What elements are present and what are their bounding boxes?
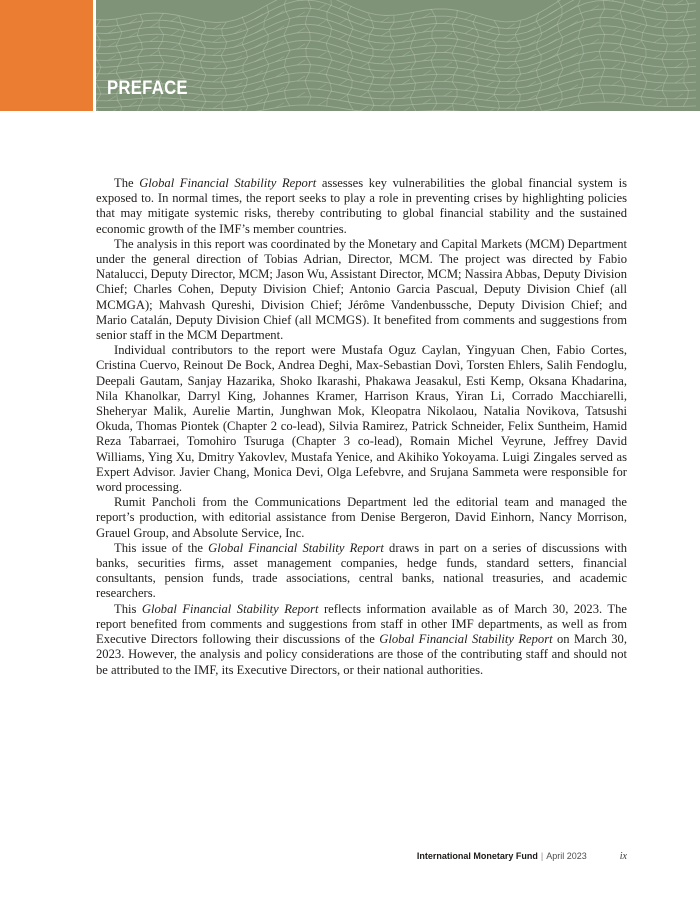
paragraph: This issue of the Global Financial Stability Report draws in part on a series of discussions with banks, securities firms, asset management companies, hedge funds, standard setters, financial consultants, pension funds, trade associations, central banks, national treasuries, and academic researchers. [96,540,627,601]
paragraph: Rumit Pancholi from the Communications Department led the editorial team and managed the report’s production, with editorial assistance from Denise Bergeron, David Einhorn, Nancy Morrison, Grauel Group, and Absolute Service, Inc. [96,495,627,540]
footer-separator: | [540,851,544,861]
preface-text [96,176,627,678]
paragraph: Individual contributors to the report were Mustafa Oguz Caylan, Yingyuan Chen, Fabio Cortes, Cristina Cuervo, Reinout De Bock, Andrea Deghi, Max-Sebastian Dovì, Torsten Ehlers, Salih Fendoglu, Deepali Gautam, Sanjay Hazarika, Shoko Ikarashi, Phakawa Jeasakul, Esti Kemp, Oksana Khadarina, Nila Khanolkar, Darryl King, Johannes Kramer, Harrison Kraus, Yiran Li, Corrado Macchiarelli, Sheheryar Malik, Aurelie Martin, Junghwan Mok, Kleopatra Nikolaou, Natalia Novikova, Tatsushi Okuda, Thomas Piontek (Chapter 2 co-lead), Silvia Ramirez, Patrick Schneider, Felix Suntheim, Hamid Reza Tabarraei, Tomohiro Tsuruga (Chapter 3 co-lead), Romain Michel Veyrune, Jeffrey David Williams, Ying Xu, Dmitry Yakovlev, Mustafa Yenice, and Akihiko Yokoyama. Luigi Zingales served as Expert Advisor. Javier Chang, Monica Devi, Olga Lefebvre, and Srujana Sammeta were responsible for word processing. [96,343,627,495]
cover-accent-block [0,0,93,111]
page-footer [417,851,627,862]
paragraph: The Global Financial Stability Report assesses key vulnerabilities the global financial system is exposed to. In normal times, the report seeks to play a role in preventing crises by highlighting policies that may mitigate systemic risks, thereby contributing to global financial stability and the sustained economic growth of the IMF’s member countries. [96,176,627,236]
paragraph: The analysis in this report was coordinated by the Monetary and Capital Markets (MCM) Department under the general direction of Tobias Adrian, Director, MCM. The project was directed by Fabio Natalucci, Deputy Director, MCM; Jason Wu, Assistant Director, MCM; Nassira Abbas, Deputy Division Chief; Charles Cohen, Deputy Division Chief; Antonio Garcia Pascual, Deputy Division Chief (all MCMGA); Mahvash Qureshi, Division Chief; Jérôme Vandenbussche, Deputy Division Chief; and Mario Catalán, Deputy Division Chief (all MCMGS). It benefited from comments and suggestions from senior staff in the MCM Department. [96,236,627,343]
edition-date: April 2023 [546,851,587,861]
banner [96,0,700,111]
page-title: PREFACE [107,78,188,99]
page-number: ix [619,851,627,862]
publisher-line [417,851,587,861]
paragraph: This Global Financial Stability Report reflects information available as of March 30, 2023. The report benefited from comments and suggestions from staff in other IMF departments, as well as from Executive Directors following their discussions of the Global Financial Stability Report on March 30, 2023. However, the analysis and policy considerations are those of the contributing staff and should not be attributed to the IMF, its Executive Directors, or their national authorities. [96,601,627,677]
publisher-name: International Monetary Fund [416,851,538,861]
